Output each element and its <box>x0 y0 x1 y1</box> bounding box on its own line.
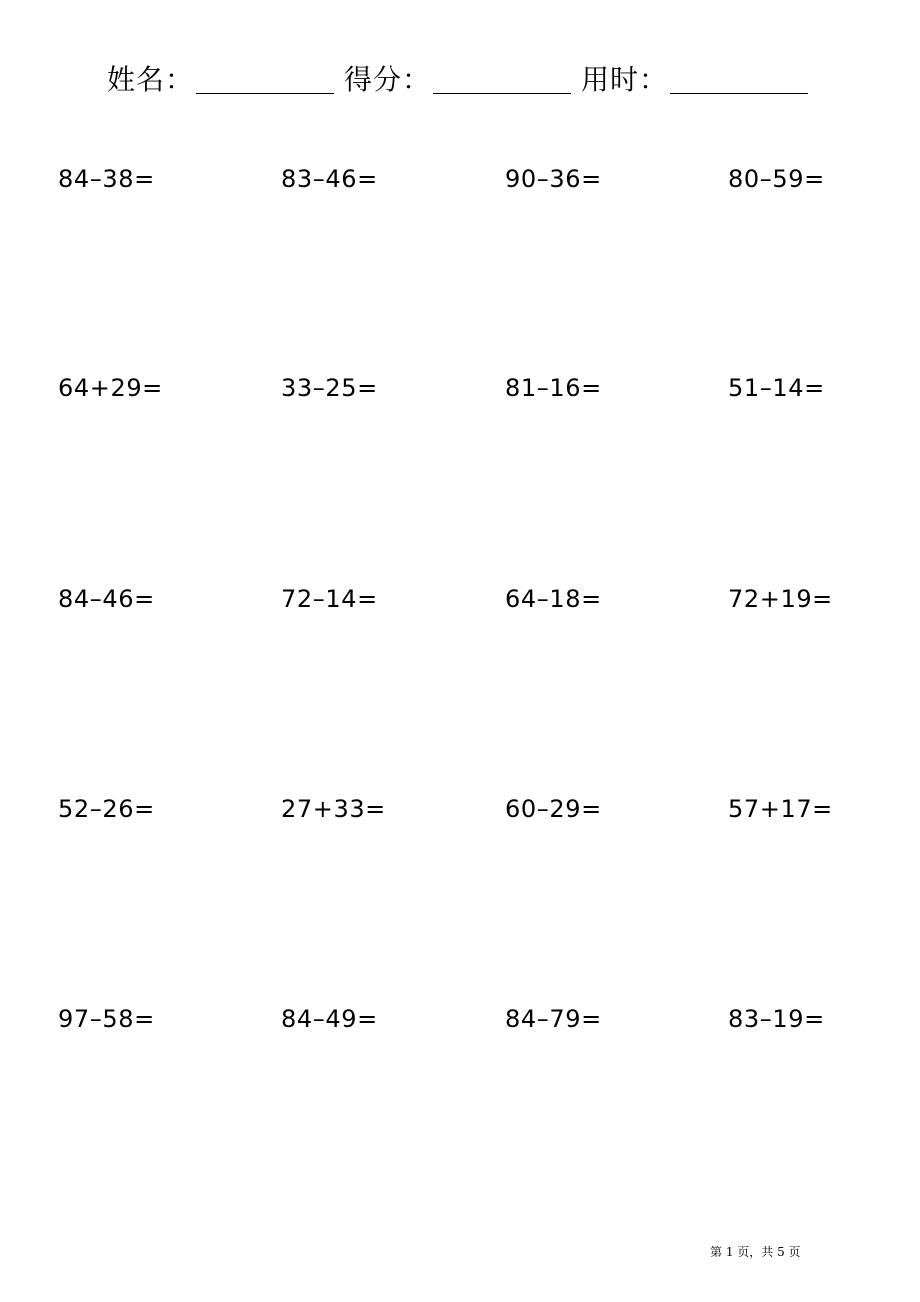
problem-r2-c2: 33–25= <box>281 374 378 402</box>
time-field <box>581 61 818 94</box>
problem-r5-c3: 84–79= <box>505 1005 602 1033</box>
score-label: 得分： <box>344 63 432 96</box>
problem-r3-c1: 84–46= <box>58 585 155 613</box>
problem-r1-c3: 90–36= <box>505 165 602 193</box>
problem-r1-c4: 80–59= <box>728 165 825 193</box>
problem-r1-c2: 83–46= <box>281 165 378 193</box>
worksheet-header <box>107 50 818 94</box>
time-label: 用时： <box>581 63 669 96</box>
problem-r2-c4: 51–14= <box>728 374 825 402</box>
problem-r3-c3: 64–18= <box>505 585 602 613</box>
problem-r4-c2: 27+33= <box>281 795 386 823</box>
problem-r4-c3: 60–29= <box>505 795 602 823</box>
name-blank[interactable] <box>196 61 334 94</box>
problem-r5-c1: 97–58= <box>58 1005 155 1033</box>
problem-r2-c1: 64+29= <box>58 374 163 402</box>
problem-r4-c4: 57+17= <box>728 795 833 823</box>
score-field <box>344 61 581 94</box>
problem-r2-c3: 81–16= <box>505 374 602 402</box>
name-label: 姓名： <box>107 63 195 96</box>
problem-r3-c2: 72–14= <box>281 585 378 613</box>
problem-r5-c2: 84–49= <box>281 1005 378 1033</box>
score-blank[interactable] <box>433 61 571 94</box>
problem-r3-c4: 72+19= <box>728 585 833 613</box>
name-field <box>107 61 344 94</box>
problem-r4-c1: 52–26= <box>58 795 155 823</box>
problem-r5-c4: 83–19= <box>728 1005 825 1033</box>
page-footer: 第 1 页，共 5 页 <box>710 1245 801 1259</box>
problem-r1-c1: 84–38= <box>58 165 155 193</box>
time-blank[interactable] <box>670 61 808 94</box>
